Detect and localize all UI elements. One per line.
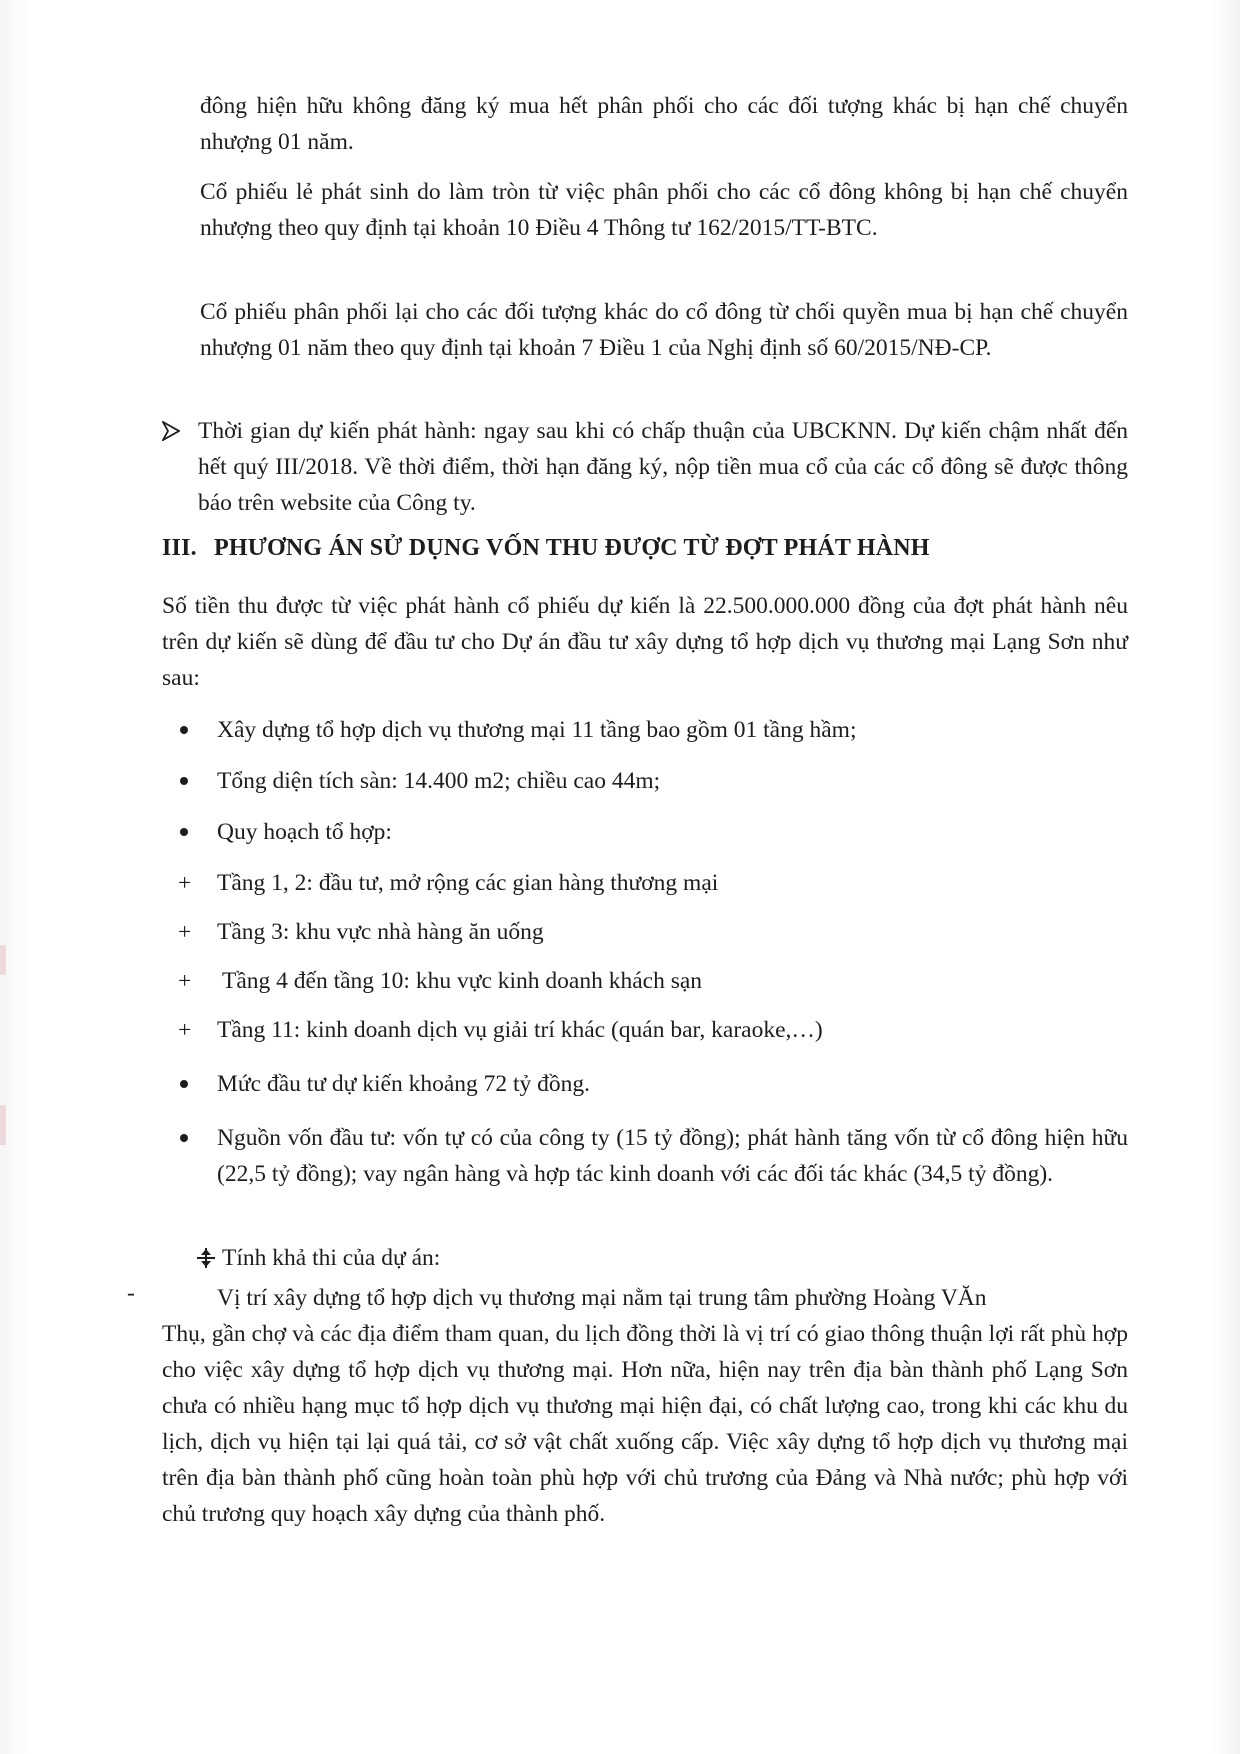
bullet-text: Tổng diện tích sàn: 14.400 m2; chiều cao 44m; xyxy=(217,768,661,794)
issuance-time-text: Thời gian dự kiến phát hành: ngay sau khi có chấp thuận của UBCKNN. Dự kiến chậm nhất đến hết quý III/2018. Về thời điểm, thời hạn đăng ký, nộp tiền mua cổ của các cổ đông sẽ được thông báo trên website của Công ty. xyxy=(198,418,1128,516)
feasibility-text: Thụ, gần chợ và các địa điểm tham quan, du lịch đồng thời là vị trí có giao thông thuận lợi rất phù hợp cho việc xây dựng tổ hợp dịch vụ thương mại. Hơn nữa, hiện nay trên địa bàn thành phố Lạng Sơn chưa có nhiều hạng mục tổ hợp dịch vụ thương mại hiện đại, có chất lượng cao, trong khi các khu du lịch, dịch vụ hiện tại lại quá tải, cơ sở vật chất xuống cấp. Việc xây dựng tổ hợp dịch vụ thương mại trên địa bàn thành phố cũng hoàn toàn phù hợp với chủ trương của Đảng và Nhà nước; phù hợp với chủ trương quy hoạch xây dựng của thành phố. xyxy=(162,1321,1128,1527)
bullet-text: Quy hoạch tổ hợp: xyxy=(217,819,392,845)
plus-marker: + xyxy=(178,870,192,896)
bullet-text: Nguồn vốn đầu tư: vốn tự có của công ty (15 tỷ đồng); phát hành tăng vốn từ cổ đông hiện hữu (22,5 tỷ đồng); vay ngân hàng và hợp tác kinh doanh với các đối tác khác (34,5 tỷ đồng). xyxy=(217,1125,1128,1187)
feasibility-text-first-line: Vị trí xây dựng tổ hợp dịch vụ thương mại nằm tại trung tâm phường Hoàng VĂn xyxy=(217,1285,987,1311)
section-number: III. xyxy=(162,535,197,561)
section-heading xyxy=(162,530,930,566)
paragraph-redistributed-shares: Cổ phiếu phân phối lại cho các đối tượng khác do cổ đông từ chối quyền mua bị hạn chế chuyển nhượng 01 năm theo quy định tại khoản 7 Điều 1 của Nghị định số 60/2015/NĐ-CP. xyxy=(200,299,1128,361)
dot-bullet-icon xyxy=(180,1080,188,1088)
cross-bullet-icon xyxy=(196,1247,216,1269)
dot-bullet-icon xyxy=(180,1134,188,1142)
sub-bullet-text: Tầng 1, 2: đầu tư, mở rộng các gian hàng thương mại xyxy=(217,870,719,896)
bullet-text: Mức đầu tư dự kiến khoảng 72 tỷ đồng. xyxy=(217,1071,591,1097)
left-margin-stamp-mark xyxy=(0,1105,6,1145)
arrowhead-bullet-icon xyxy=(162,421,180,441)
left-margin-stamp-mark xyxy=(0,945,6,975)
plus-marker: + xyxy=(178,919,192,945)
sub-bullet-text: Tầng 11: kinh doanh dịch vụ giải trí khác (quán bar, karaoke,…) xyxy=(217,1017,823,1043)
bullet-text: Xây dựng tổ hợp dịch vụ thương mại 11 tầng bao gồm 01 tầng hầm; xyxy=(217,717,857,743)
dot-bullet-icon xyxy=(180,828,188,836)
paragraph-odd-lot-shares: Cổ phiếu lẻ phát sinh do làm tròn từ việc phân phối cho các cổ đông không bị hạn chế chuyển nhượng theo quy định tại khoản 10 Điều 4 Thông tư 162/2015/TT-BTC. xyxy=(200,179,1128,241)
dot-bullet-icon xyxy=(180,726,188,734)
paragraph-distribution-continued: đông hiện hữu không đăng ký mua hết phân phối cho các đối tượng khác bị hạn chế chuyển nhượng 01 năm. xyxy=(200,93,1128,155)
plus-marker: + xyxy=(178,1017,192,1043)
plus-marker: + xyxy=(178,968,192,994)
sub-bullet-text: Tầng 3: khu vực nhà hàng ăn uống xyxy=(217,919,544,945)
dot-bullet-icon xyxy=(180,777,188,785)
sub-bullet-text: Tầng 4 đến tầng 10: khu vực kinh doanh khách sạn xyxy=(222,968,703,994)
feasibility-title: Tính khả thi của dự án: xyxy=(222,1245,441,1271)
dash-marker: - xyxy=(127,1280,135,1306)
section-intro: Số tiền thu được từ việc phát hành cổ phiếu dự kiến là 22.500.000.000 đồng của đợt phát hành nêu trên dự kiến sẽ dùng để đầu tư cho Dự án đầu tư xây dựng tổ hợp dịch vụ thương mại Lạng Sơn như sau: xyxy=(162,593,1128,691)
section-title: PHƯƠNG ÁN SỬ DỤNG VỐN THU ĐƯỢC TỪ ĐỢT PHÁT HÀNH xyxy=(214,535,930,561)
